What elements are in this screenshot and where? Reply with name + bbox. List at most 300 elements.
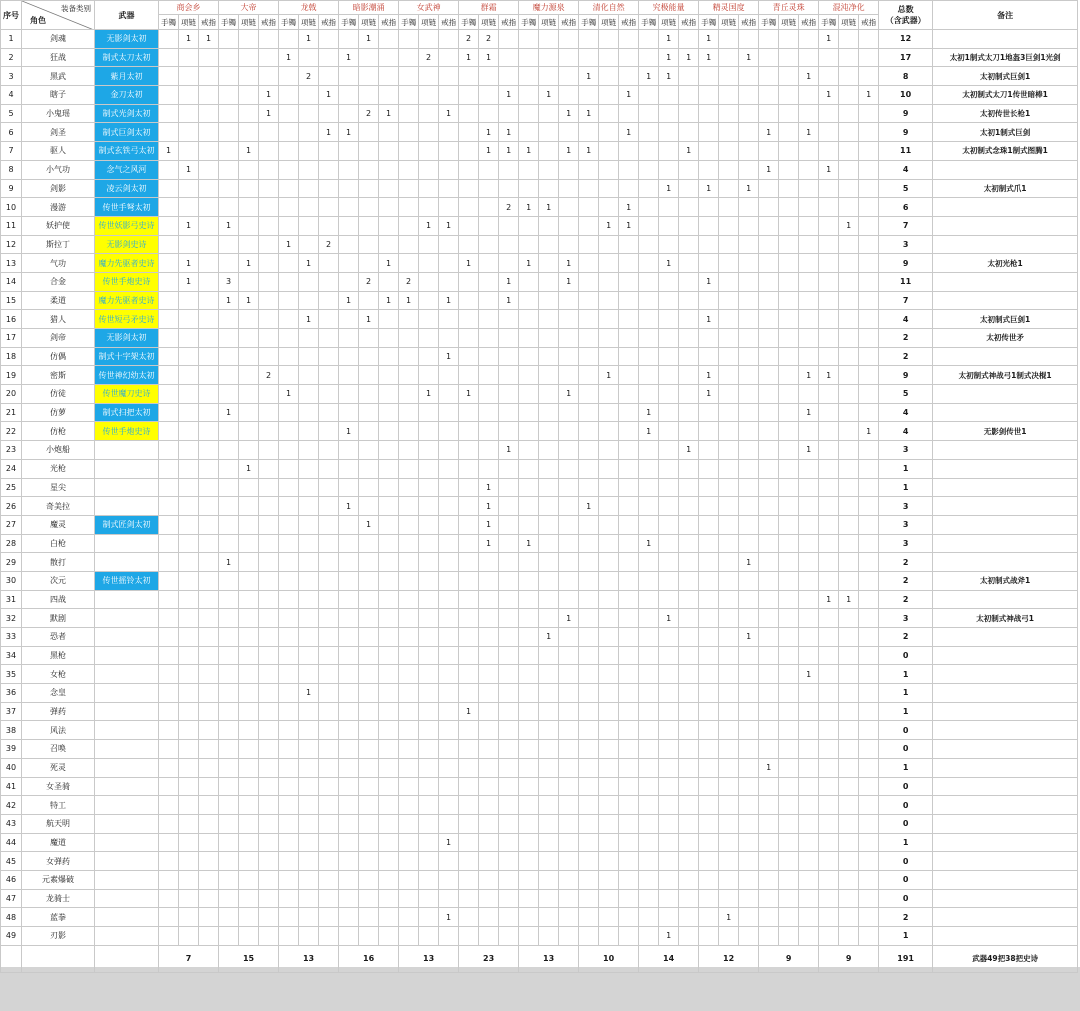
slot-count-cell[interactable]	[479, 254, 499, 273]
slot-count-cell[interactable]	[779, 927, 799, 946]
slot-count-cell[interactable]	[759, 833, 779, 852]
slot-count-cell[interactable]	[679, 889, 699, 908]
slot-count-cell[interactable]	[659, 198, 679, 217]
slot-count-cell[interactable]	[199, 665, 219, 684]
slot-count-cell[interactable]	[659, 646, 679, 665]
row-total[interactable]: 0	[879, 814, 933, 833]
slot-count-cell[interactable]	[819, 329, 839, 348]
slot-count-cell[interactable]	[719, 329, 739, 348]
slot-count-cell[interactable]	[839, 571, 859, 590]
row-index[interactable]: 30	[1, 571, 22, 590]
slot-count-cell[interactable]	[239, 796, 259, 815]
slot-count-cell[interactable]	[419, 497, 439, 516]
slot-count-cell[interactable]	[619, 272, 639, 291]
slot-count-cell[interactable]	[359, 254, 379, 273]
slot-count-cell[interactable]	[559, 646, 579, 665]
slot-count-cell[interactable]	[479, 665, 499, 684]
slot-count-cell[interactable]	[179, 198, 199, 217]
slot-count-cell[interactable]	[259, 235, 279, 254]
slot-count-cell[interactable]	[159, 422, 179, 441]
header-slot[interactable]: 项链	[839, 15, 859, 30]
slot-count-cell[interactable]	[819, 272, 839, 291]
slot-count-cell[interactable]	[279, 347, 299, 366]
slot-count-cell[interactable]	[319, 515, 339, 534]
slot-count-cell[interactable]	[339, 740, 359, 759]
slot-count-cell[interactable]	[419, 272, 439, 291]
slot-count-cell[interactable]	[699, 347, 719, 366]
slot-count-cell[interactable]	[579, 852, 599, 871]
slot-count-cell[interactable]	[839, 628, 859, 647]
header-slot[interactable]: 手镯	[339, 15, 359, 30]
slot-count-cell[interactable]	[239, 104, 259, 123]
row-total[interactable]: 2	[879, 628, 933, 647]
slot-count-cell[interactable]	[639, 179, 659, 198]
slot-count-cell[interactable]	[219, 123, 239, 142]
slot-count-cell[interactable]	[559, 291, 579, 310]
slot-count-cell[interactable]	[379, 216, 399, 235]
slot-count-cell[interactable]	[699, 515, 719, 534]
slot-count-cell[interactable]	[319, 740, 339, 759]
slot-count-cell[interactable]	[359, 740, 379, 759]
slot-count-cell[interactable]	[319, 422, 339, 441]
slot-count-cell[interactable]	[159, 889, 179, 908]
slot-count-cell[interactable]	[159, 198, 179, 217]
row-index[interactable]: 9	[1, 179, 22, 198]
slot-count-cell[interactable]	[739, 291, 759, 310]
row-role[interactable]: 魔道	[22, 833, 95, 852]
slot-count-cell[interactable]	[259, 852, 279, 871]
slot-count-cell[interactable]	[299, 870, 319, 889]
slot-count-cell[interactable]	[199, 833, 219, 852]
slot-count-cell[interactable]	[739, 646, 759, 665]
slot-count-cell[interactable]	[619, 366, 639, 385]
row-index[interactable]: 8	[1, 160, 22, 179]
slot-count-cell[interactable]	[319, 852, 339, 871]
slot-count-cell[interactable]	[679, 571, 699, 590]
slot-count-cell[interactable]	[159, 272, 179, 291]
slot-count-cell[interactable]	[579, 86, 599, 105]
slot-count-cell[interactable]: 1	[279, 235, 299, 254]
slot-count-cell[interactable]	[339, 272, 359, 291]
slot-count-cell[interactable]	[759, 590, 779, 609]
slot-count-cell[interactable]	[459, 740, 479, 759]
slot-count-cell[interactable]	[539, 291, 559, 310]
slot-count-cell[interactable]	[179, 814, 199, 833]
slot-count-cell[interactable]	[319, 758, 339, 777]
slot-count-cell[interactable]	[779, 385, 799, 404]
slot-count-cell[interactable]	[619, 497, 639, 516]
slot-count-cell[interactable]	[699, 497, 719, 516]
slot-count-cell[interactable]	[459, 665, 479, 684]
slot-count-cell[interactable]	[799, 870, 819, 889]
slot-count-cell[interactable]	[459, 198, 479, 217]
slot-count-cell[interactable]	[659, 123, 679, 142]
slot-count-cell[interactable]	[399, 553, 419, 572]
slot-count-cell[interactable]	[839, 870, 859, 889]
slot-count-cell[interactable]	[299, 609, 319, 628]
slot-count-cell[interactable]	[199, 403, 219, 422]
slot-count-cell[interactable]	[279, 740, 299, 759]
slot-count-cell[interactable]	[839, 515, 859, 534]
slot-count-cell[interactable]	[419, 628, 439, 647]
slot-count-cell[interactable]	[419, 852, 439, 871]
slot-count-cell[interactable]	[599, 179, 619, 198]
slot-count-cell[interactable]: 1	[499, 441, 519, 460]
row-role[interactable]: 妖护使	[22, 216, 95, 235]
slot-count-cell[interactable]	[439, 160, 459, 179]
slot-count-cell[interactable]	[819, 441, 839, 460]
slot-count-cell[interactable]	[419, 235, 439, 254]
row-total[interactable]: 17	[879, 48, 933, 67]
slot-count-cell[interactable]	[779, 684, 799, 703]
slot-count-cell[interactable]: 1	[459, 702, 479, 721]
slot-count-cell[interactable]	[439, 403, 459, 422]
slot-count-cell[interactable]	[719, 553, 739, 572]
slot-count-cell[interactable]	[399, 889, 419, 908]
slot-count-cell[interactable]	[559, 347, 579, 366]
slot-count-cell[interactable]	[199, 571, 219, 590]
slot-count-cell[interactable]	[539, 104, 559, 123]
slot-count-cell[interactable]	[319, 571, 339, 590]
slot-count-cell[interactable]	[199, 908, 219, 927]
slot-count-cell[interactable]: 1	[819, 590, 839, 609]
slot-count-cell[interactable]	[479, 441, 499, 460]
slot-count-cell[interactable]	[739, 740, 759, 759]
slot-count-cell[interactable]	[699, 104, 719, 123]
slot-count-cell[interactable]	[479, 459, 499, 478]
slot-count-cell[interactable]	[239, 441, 259, 460]
slot-count-cell[interactable]	[179, 142, 199, 161]
row-weapon[interactable]: 制式扫把太初	[95, 403, 159, 422]
slot-count-cell[interactable]	[799, 833, 819, 852]
slot-count-cell[interactable]	[739, 441, 759, 460]
slot-count-cell[interactable]	[279, 366, 299, 385]
slot-count-cell[interactable]	[259, 459, 279, 478]
slot-count-cell[interactable]	[839, 30, 859, 49]
row-total[interactable]: 10	[879, 86, 933, 105]
slot-count-cell[interactable]	[219, 86, 239, 105]
header-slot[interactable]: 戒指	[859, 15, 879, 30]
row-index[interactable]: 35	[1, 665, 22, 684]
slot-count-cell[interactable]	[779, 216, 799, 235]
slot-count-cell[interactable]	[319, 534, 339, 553]
slot-count-cell[interactable]	[359, 422, 379, 441]
slot-count-cell[interactable]	[199, 927, 219, 946]
slot-count-cell[interactable]	[239, 329, 259, 348]
slot-count-cell[interactable]	[519, 478, 539, 497]
slot-count-cell[interactable]	[639, 142, 659, 161]
slot-count-cell[interactable]	[579, 459, 599, 478]
slot-count-cell[interactable]	[739, 198, 759, 217]
slot-count-cell[interactable]: 1	[619, 198, 639, 217]
slot-count-cell[interactable]	[159, 721, 179, 740]
slot-count-cell[interactable]	[799, 310, 819, 329]
slot-count-cell[interactable]	[759, 422, 779, 441]
slot-count-cell[interactable]	[379, 665, 399, 684]
slot-count-cell[interactable]	[579, 385, 599, 404]
slot-count-cell[interactable]	[159, 646, 179, 665]
row-remark[interactable]	[933, 347, 1078, 366]
slot-count-cell[interactable]	[219, 385, 239, 404]
slot-count-cell[interactable]	[519, 459, 539, 478]
slot-count-cell[interactable]	[359, 347, 379, 366]
slot-count-cell[interactable]	[479, 609, 499, 628]
slot-count-cell[interactable]	[159, 403, 179, 422]
slot-count-cell[interactable]	[759, 571, 779, 590]
row-role[interactable]: 念皇	[22, 684, 95, 703]
slot-count-cell[interactable]	[199, 534, 219, 553]
slot-count-cell[interactable]	[599, 403, 619, 422]
slot-count-cell[interactable]	[359, 590, 379, 609]
slot-count-cell[interactable]	[559, 927, 579, 946]
slot-count-cell[interactable]: 1	[479, 142, 499, 161]
slot-count-cell[interactable]	[759, 142, 779, 161]
row-role[interactable]: 小鬼瑶	[22, 104, 95, 123]
row-index[interactable]: 41	[1, 777, 22, 796]
slot-count-cell[interactable]	[439, 422, 459, 441]
slot-count-cell[interactable]	[439, 48, 459, 67]
slot-count-cell[interactable]	[499, 515, 519, 534]
slot-count-cell[interactable]	[559, 160, 579, 179]
slot-count-cell[interactable]	[719, 104, 739, 123]
slot-count-cell[interactable]	[759, 889, 779, 908]
slot-count-cell[interactable]	[179, 777, 199, 796]
slot-count-cell[interactable]	[859, 478, 879, 497]
slot-count-cell[interactable]	[319, 254, 339, 273]
slot-count-cell[interactable]	[799, 198, 819, 217]
header-group-1[interactable]: 商会乡	[159, 1, 219, 15]
slot-count-cell[interactable]	[799, 459, 819, 478]
slot-count-cell[interactable]	[159, 852, 179, 871]
row-role[interactable]: 奇美拉	[22, 497, 95, 516]
slot-count-cell[interactable]	[339, 796, 359, 815]
row-total[interactable]: 4	[879, 403, 933, 422]
slot-count-cell[interactable]	[499, 740, 519, 759]
slot-count-cell[interactable]	[499, 665, 519, 684]
slot-count-cell[interactable]	[219, 814, 239, 833]
slot-count-cell[interactable]	[199, 441, 219, 460]
slot-count-cell[interactable]	[619, 665, 639, 684]
slot-count-cell[interactable]	[799, 235, 819, 254]
slot-count-cell[interactable]	[659, 366, 679, 385]
row-index[interactable]: 32	[1, 609, 22, 628]
row-weapon[interactable]	[95, 777, 159, 796]
slot-count-cell[interactable]	[519, 833, 539, 852]
slot-count-cell[interactable]	[739, 684, 759, 703]
slot-count-cell[interactable]	[419, 160, 439, 179]
slot-count-cell[interactable]	[359, 441, 379, 460]
slot-count-cell[interactable]	[259, 385, 279, 404]
row-remark[interactable]	[933, 870, 1078, 889]
slot-count-cell[interactable]	[639, 254, 659, 273]
slot-count-cell[interactable]	[619, 67, 639, 86]
slot-count-cell[interactable]	[439, 366, 459, 385]
slot-count-cell[interactable]	[719, 814, 739, 833]
row-role[interactable]: 狂战	[22, 48, 95, 67]
slot-count-cell[interactable]	[579, 740, 599, 759]
slot-count-cell[interactable]	[739, 852, 759, 871]
slot-count-cell[interactable]	[799, 347, 819, 366]
slot-count-cell[interactable]	[839, 198, 859, 217]
header-role-category[interactable]	[22, 1, 95, 30]
slot-count-cell[interactable]	[739, 385, 759, 404]
slot-count-cell[interactable]	[219, 67, 239, 86]
slot-count-cell[interactable]	[179, 123, 199, 142]
slot-count-cell[interactable]	[519, 216, 539, 235]
slot-count-cell[interactable]	[199, 777, 219, 796]
slot-count-cell[interactable]: 1	[599, 366, 619, 385]
slot-count-cell[interactable]	[759, 628, 779, 647]
slot-count-cell[interactable]	[739, 889, 759, 908]
slot-count-cell[interactable]	[739, 86, 759, 105]
row-total[interactable]: 0	[879, 889, 933, 908]
slot-count-cell[interactable]	[779, 889, 799, 908]
row-role[interactable]: 召唤	[22, 740, 95, 759]
row-role[interactable]: 恐者	[22, 628, 95, 647]
slot-count-cell[interactable]	[359, 385, 379, 404]
slot-count-cell[interactable]	[239, 347, 259, 366]
slot-count-cell[interactable]	[619, 721, 639, 740]
slot-count-cell[interactable]	[579, 684, 599, 703]
slot-count-cell[interactable]: 1	[559, 385, 579, 404]
slot-count-cell[interactable]	[819, 142, 839, 161]
slot-count-cell[interactable]	[599, 646, 619, 665]
slot-count-cell[interactable]	[259, 329, 279, 348]
slot-count-cell[interactable]	[299, 721, 319, 740]
slot-count-cell[interactable]	[259, 179, 279, 198]
slot-count-cell[interactable]	[739, 721, 759, 740]
header-group-5[interactable]: 女武神	[399, 1, 459, 15]
slot-count-cell[interactable]	[499, 796, 519, 815]
slot-count-cell[interactable]	[459, 310, 479, 329]
slot-count-cell[interactable]	[359, 179, 379, 198]
slot-count-cell[interactable]	[419, 123, 439, 142]
slot-count-cell[interactable]: 1	[239, 254, 259, 273]
slot-count-cell[interactable]	[319, 814, 339, 833]
slot-count-cell[interactable]	[359, 702, 379, 721]
slot-count-cell[interactable]	[379, 48, 399, 67]
slot-count-cell[interactable]	[279, 478, 299, 497]
header-slot[interactable]: 手镯	[699, 15, 719, 30]
slot-count-cell[interactable]	[279, 123, 299, 142]
slot-count-cell[interactable]	[759, 441, 779, 460]
slot-count-cell[interactable]	[379, 534, 399, 553]
slot-count-cell[interactable]	[339, 30, 359, 49]
slot-count-cell[interactable]	[819, 927, 839, 946]
slot-count-cell[interactable]	[339, 142, 359, 161]
slot-count-cell[interactable]	[699, 142, 719, 161]
row-total[interactable]: 2	[879, 908, 933, 927]
slot-count-cell[interactable]	[379, 684, 399, 703]
slot-count-cell[interactable]	[699, 833, 719, 852]
row-role[interactable]: 气功	[22, 254, 95, 273]
row-weapon[interactable]: 传世手炮史诗	[95, 272, 159, 291]
slot-count-cell[interactable]	[399, 927, 419, 946]
slot-count-cell[interactable]	[379, 777, 399, 796]
slot-count-cell[interactable]	[199, 702, 219, 721]
slot-count-cell[interactable]	[639, 198, 659, 217]
slot-count-cell[interactable]	[799, 852, 819, 871]
slot-count-cell[interactable]	[399, 160, 419, 179]
slot-count-cell[interactable]	[599, 609, 619, 628]
slot-count-cell[interactable]	[539, 758, 559, 777]
slot-count-cell[interactable]	[379, 478, 399, 497]
slot-count-cell[interactable]	[539, 870, 559, 889]
slot-count-cell[interactable]	[619, 814, 639, 833]
slot-count-cell[interactable]: 1	[839, 216, 859, 235]
slot-count-cell[interactable]	[179, 347, 199, 366]
row-remark[interactable]: 太初1制式太刀1地盔3巨剑1光剑	[933, 48, 1078, 67]
slot-count-cell[interactable]	[779, 422, 799, 441]
slot-count-cell[interactable]	[259, 515, 279, 534]
slot-count-cell[interactable]	[459, 908, 479, 927]
slot-count-cell[interactable]	[619, 927, 639, 946]
slot-count-cell[interactable]	[599, 534, 619, 553]
slot-count-cell[interactable]	[179, 927, 199, 946]
slot-count-cell[interactable]	[279, 571, 299, 590]
slot-count-cell[interactable]	[399, 571, 419, 590]
slot-count-cell[interactable]	[159, 459, 179, 478]
slot-count-cell[interactable]	[359, 123, 379, 142]
row-index[interactable]: 44	[1, 833, 22, 852]
slot-count-cell[interactable]	[659, 235, 679, 254]
slot-count-cell[interactable]	[419, 478, 439, 497]
header-slot[interactable]: 项链	[179, 15, 199, 30]
slot-count-cell[interactable]	[839, 142, 859, 161]
slot-count-cell[interactable]	[459, 814, 479, 833]
slot-count-cell[interactable]	[579, 48, 599, 67]
slot-count-cell[interactable]	[299, 702, 319, 721]
slot-count-cell[interactable]	[719, 459, 739, 478]
slot-count-cell[interactable]	[479, 198, 499, 217]
slot-count-cell[interactable]	[499, 422, 519, 441]
slot-count-cell[interactable]	[419, 366, 439, 385]
slot-count-cell[interactable]	[519, 628, 539, 647]
slot-count-cell[interactable]: 1	[519, 198, 539, 217]
slot-count-cell[interactable]	[699, 403, 719, 422]
slot-count-cell[interactable]	[239, 272, 259, 291]
slot-count-cell[interactable]	[519, 441, 539, 460]
slot-count-cell[interactable]	[659, 291, 679, 310]
slot-count-cell[interactable]	[219, 30, 239, 49]
slot-count-cell[interactable]	[639, 272, 659, 291]
slot-count-cell[interactable]	[859, 459, 879, 478]
slot-count-cell[interactable]	[739, 123, 759, 142]
slot-count-cell[interactable]	[759, 777, 779, 796]
slot-count-cell[interactable]	[419, 702, 439, 721]
slot-count-cell[interactable]: 1	[239, 291, 259, 310]
slot-count-cell[interactable]	[519, 870, 539, 889]
slot-count-cell[interactable]	[639, 347, 659, 366]
slot-count-cell[interactable]	[679, 478, 699, 497]
slot-count-cell[interactable]	[679, 366, 699, 385]
slot-count-cell[interactable]	[279, 254, 299, 273]
slot-count-cell[interactable]	[339, 852, 359, 871]
slot-count-cell[interactable]	[619, 329, 639, 348]
slot-count-cell[interactable]	[279, 665, 299, 684]
slot-count-cell[interactable]	[739, 497, 759, 516]
row-total[interactable]: 1	[879, 665, 933, 684]
slot-count-cell[interactable]	[539, 478, 559, 497]
slot-count-cell[interactable]	[299, 665, 319, 684]
slot-count-cell[interactable]	[279, 291, 299, 310]
row-total[interactable]: 9	[879, 123, 933, 142]
slot-count-cell[interactable]	[539, 777, 559, 796]
slot-count-cell[interactable]	[459, 628, 479, 647]
slot-count-cell[interactable]	[799, 927, 819, 946]
slot-count-cell[interactable]	[799, 422, 819, 441]
slot-count-cell[interactable]	[519, 291, 539, 310]
